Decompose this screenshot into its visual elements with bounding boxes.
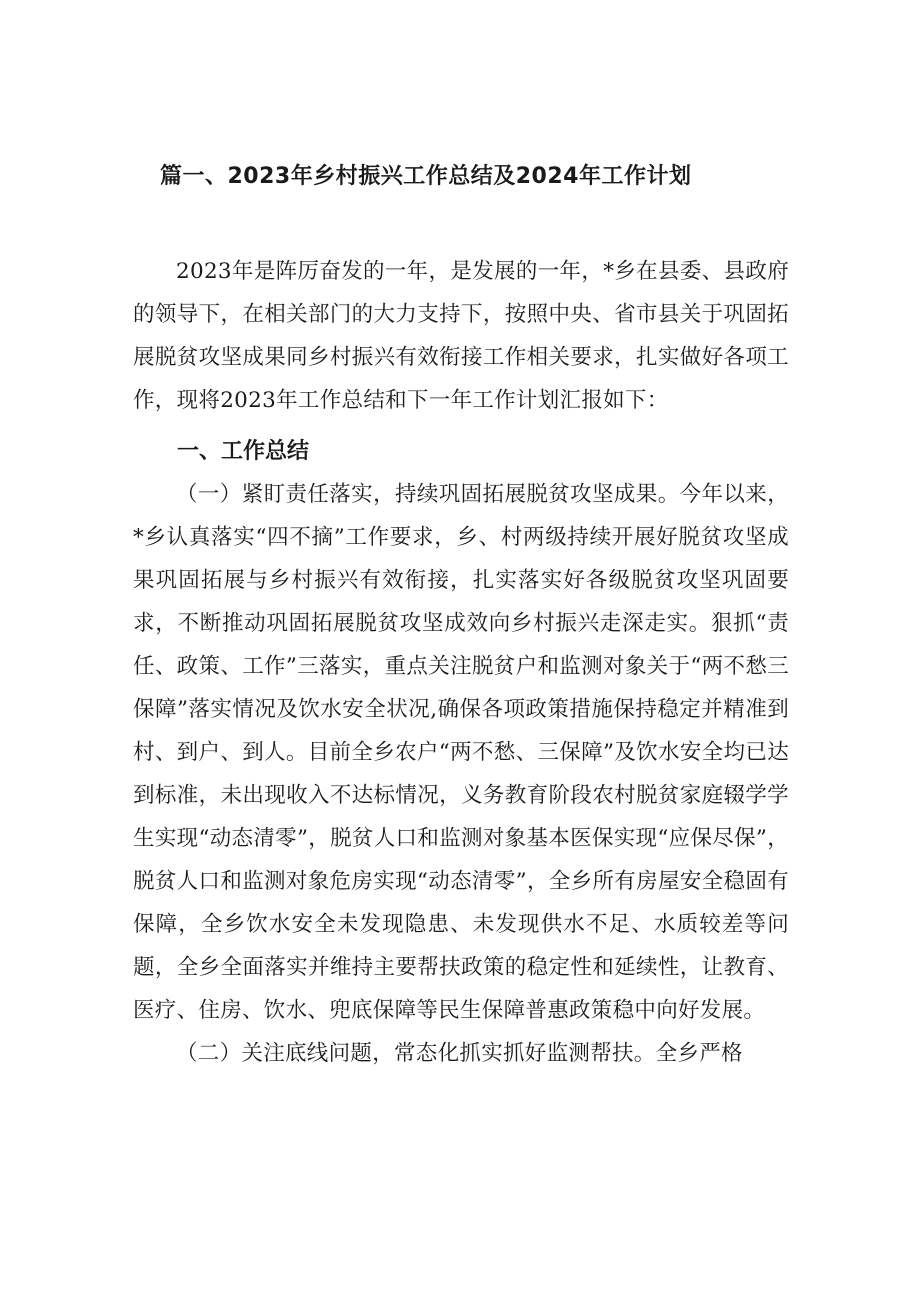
document-title: 篇一、2023年乡村振兴工作总结及2024年工作计划: [160, 164, 692, 189]
paragraph-responsibility: （一）紧盯责任落实，持续巩固拓展脱贫攻坚成果。今年以来，*乡认真落实“四不摘”工作要求，乡、村两级持续开展好脱贫攻坚成果巩固拓展与乡村振兴有效衔接，扎实落实好各级脱贫攻坚巩固要求，不断推动巩固拓展脱贫攻坚成效向乡村振兴走深走实。狠抓“责任、政策、工作”三落实，重点关注脱贫户和监测对象关于“两不愁三保障”落实情况及饮水安全状况,确保各项政策措施保持稳定并精准到村、到户、到人。目前全乡农户“两不愁、三保障”及饮水安全均已达到标准，未出现收入不达标情况，义务教育阶段农村脱贫家庭辍学学生实现“动态清零”，脱贫人口和监测对象基本医保实现“应保尽保”，脱贫人口和监测对象危房实现“动态清零”，全乡所有房屋安全稳固有保障，全乡饮水安全未发现隐患、未发现供水不足、水质较差等问题，全乡全面落实并维持主要帮扶政策的稳定性和延续性，让教育、医疗、住房、饮水、兜底保障等民生保障普惠政策稳中向好发展。: [133, 482, 789, 1023]
paragraph-monitoring: （二）关注底线问题，常态化抓实抓好监测帮扶。全乡严格: [176, 1041, 743, 1066]
intro-paragraph: 2023年是阵厉奋发的一年，是发展的一年，*乡在县委、县政府的领导下，在相关部门的大力支持下，按照中央、省市县关于巩固拓展脱贫攻坚成果同乡村振兴有效衔接工作相关要求，扎实做好各项工作，现将2023年工作总结和下一年工作计划汇报如下：: [133, 259, 789, 413]
section-heading-work-summary: 一、工作总结: [177, 439, 310, 464]
document-body: [133, 250, 789, 1075]
